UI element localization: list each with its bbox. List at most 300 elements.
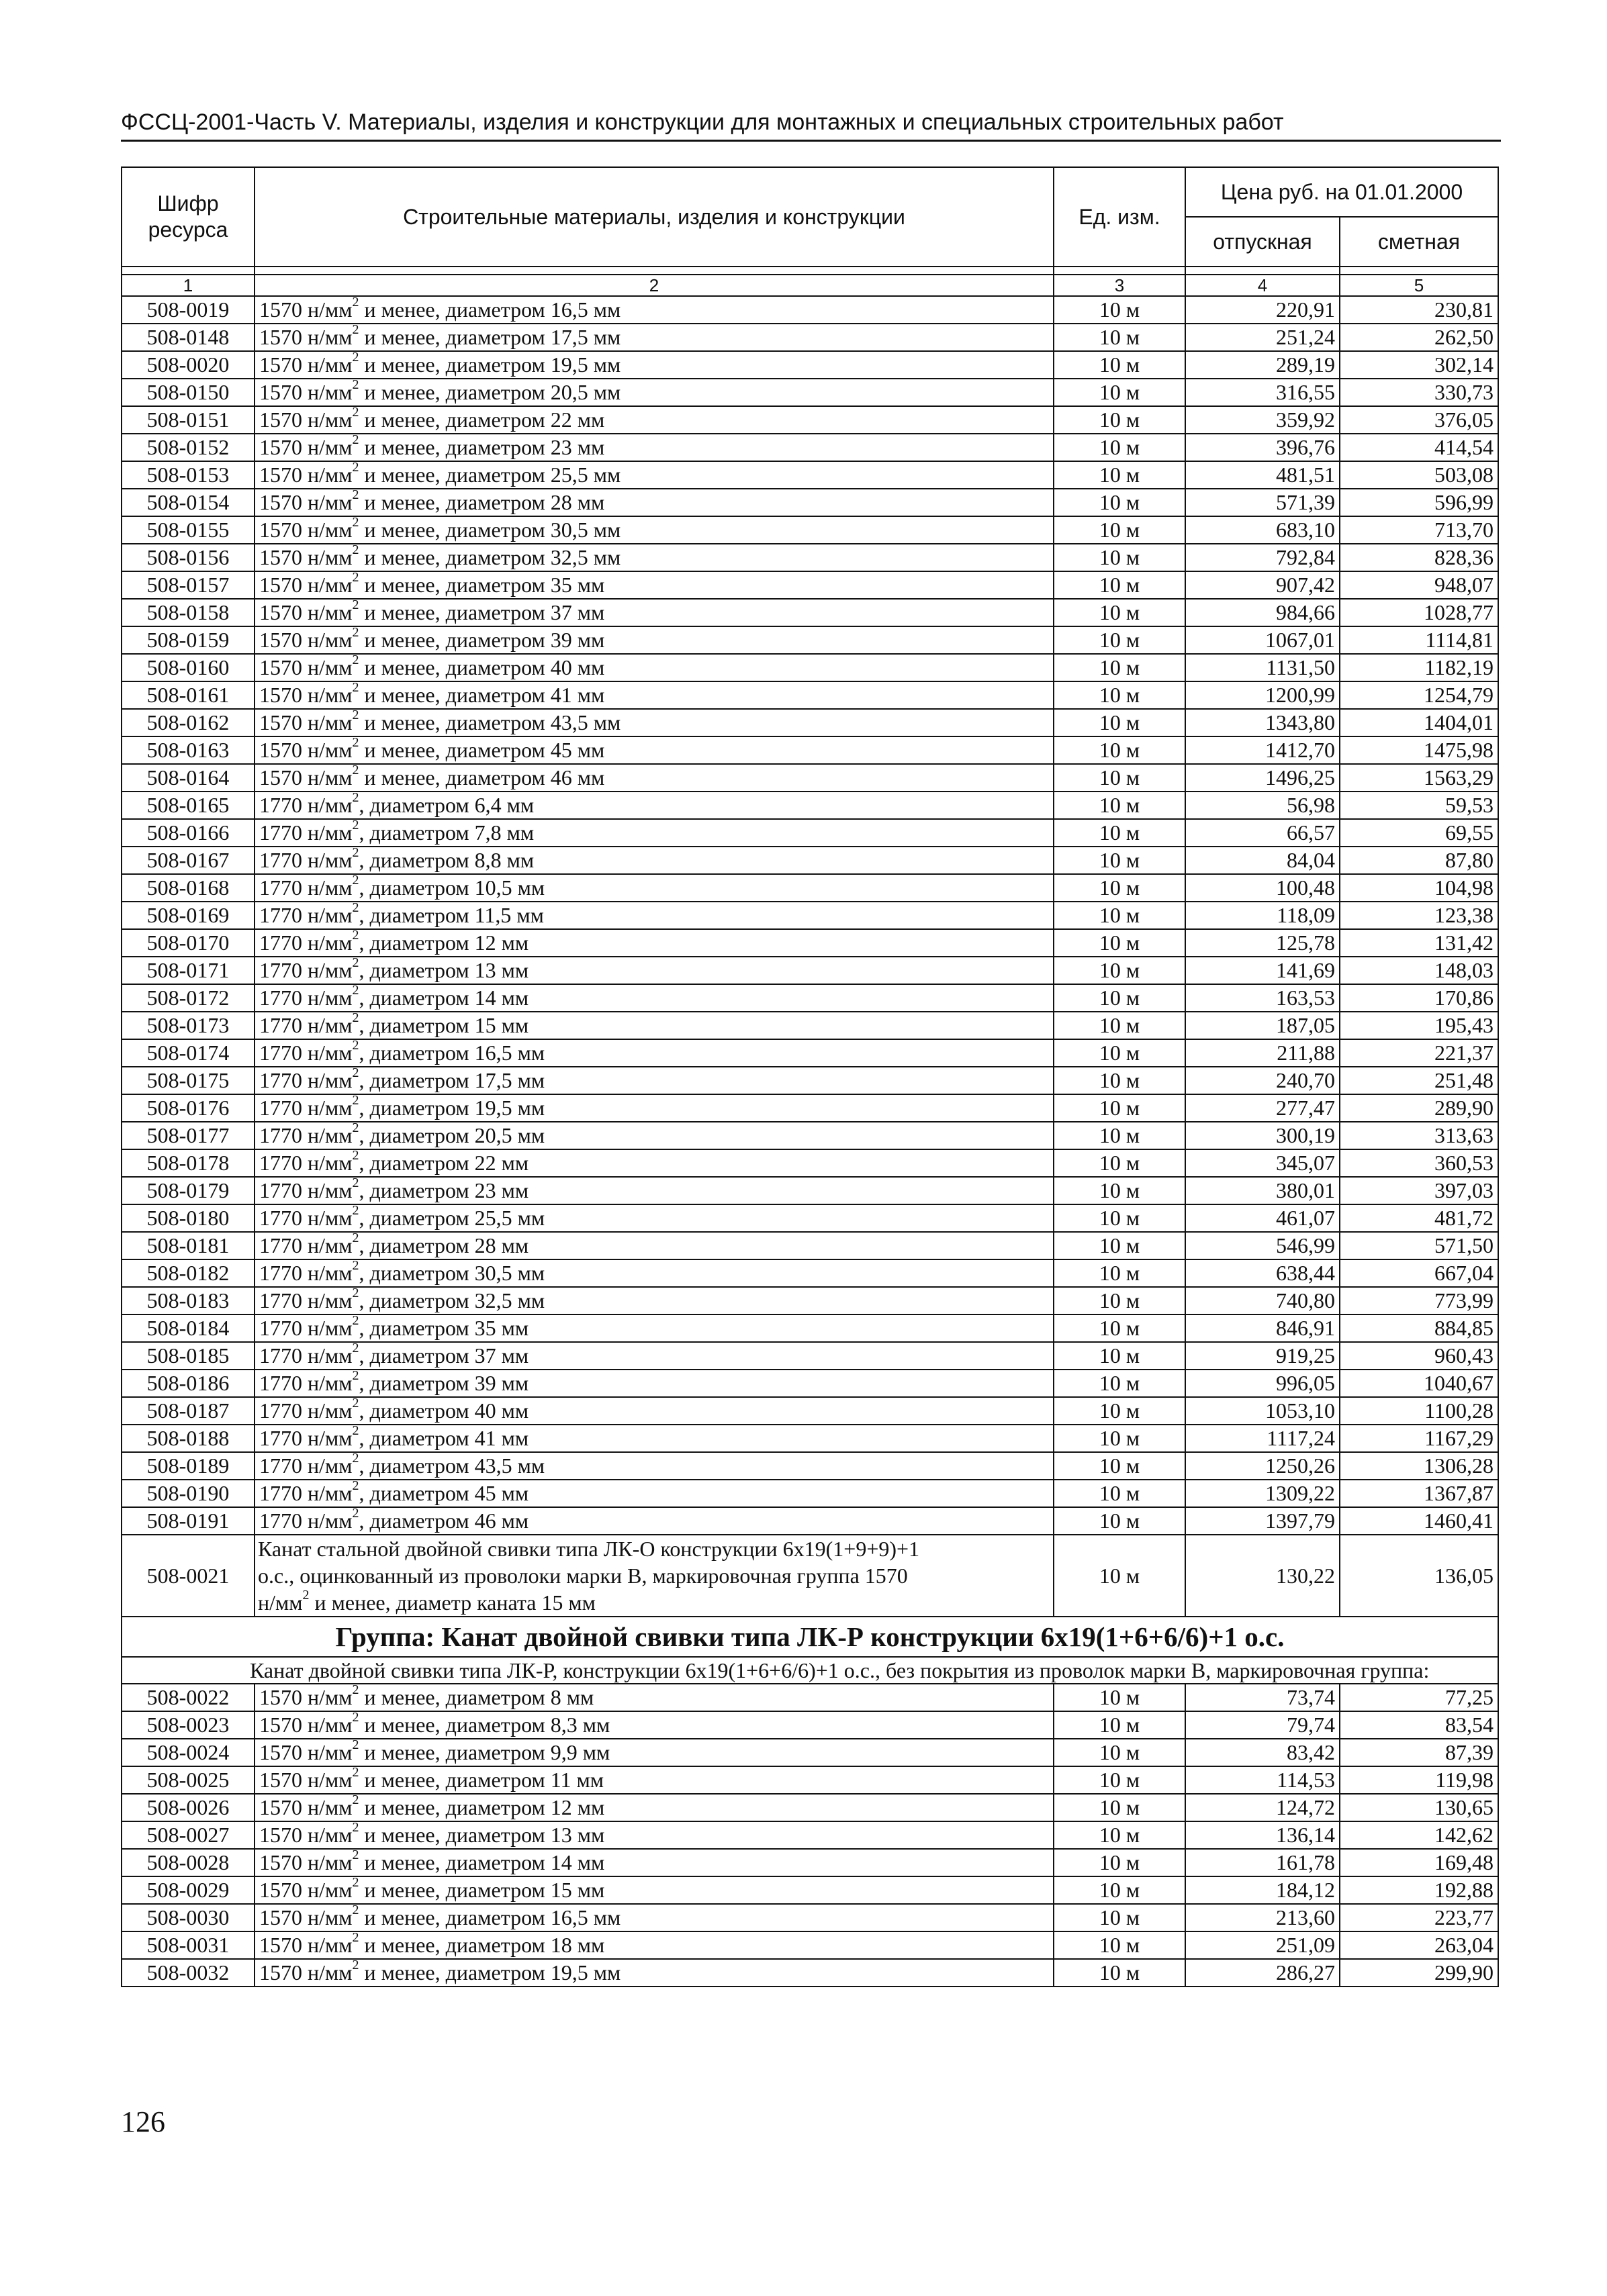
material-description (255, 902, 1054, 929)
column-number: 3 (1054, 275, 1185, 296)
description-text: , диаметром 7,8 мм (359, 820, 535, 845)
material-description (255, 1480, 1054, 1507)
description-text: и менее, диаметром 19,5 мм (359, 1960, 621, 1984)
resource-code: 508-0190 (122, 1480, 255, 1507)
release-price: 907,42 (1185, 571, 1340, 599)
material-description (255, 1959, 1054, 1987)
resource-code: 508-0163 (122, 736, 255, 764)
description-text: , диаметром 39 мм (359, 1371, 529, 1395)
table-row (122, 1931, 1498, 1959)
release-price: 286,27 (1185, 1959, 1340, 1987)
table-row (122, 1287, 1498, 1314)
description-text: 1770 н/мм (259, 1509, 353, 1533)
estimate-price: 1114,81 (1340, 626, 1498, 654)
release-price: 161,78 (1185, 1849, 1340, 1876)
description-text: 1770 н/мм (259, 1041, 353, 1065)
description-text: , диаметром 12 мм (359, 930, 529, 955)
superscript: 2 (352, 1342, 359, 1356)
estimate-price: 376,05 (1340, 406, 1498, 434)
description-text: , диаметром 13 мм (359, 958, 529, 982)
release-price: 638,44 (1185, 1259, 1340, 1287)
superscript: 2 (352, 874, 359, 888)
description-text: 1570 н/мм (259, 573, 353, 597)
material-description (255, 1149, 1054, 1177)
description-text: 1770 н/мм (259, 1068, 353, 1092)
estimate-price: 169,48 (1340, 1849, 1498, 1876)
description-text: 1770 н/мм (259, 1178, 353, 1202)
estimate-price: 1100,28 (1340, 1397, 1498, 1425)
resource-code: 508-0174 (122, 1039, 255, 1067)
table-row (122, 874, 1498, 902)
unit-of-measure: 10 м (1054, 1535, 1185, 1617)
resource-code: 508-0169 (122, 902, 255, 929)
unit-of-measure: 10 м (1054, 1012, 1185, 1039)
table-row (122, 681, 1498, 709)
col-header-code: Шифр ресурса (122, 167, 255, 267)
description-text: , диаметром 40 мм (359, 1398, 529, 1423)
description-text: 1770 н/мм (259, 820, 353, 845)
material-description (255, 1711, 1054, 1739)
superscript: 2 (352, 1039, 359, 1053)
unit-of-measure: 10 м (1054, 792, 1185, 819)
material-description (255, 1067, 1054, 1094)
description-text: и менее, диаметром 25,5 мм (359, 463, 621, 487)
resource-code: 508-0188 (122, 1425, 255, 1452)
column-number: 5 (1340, 275, 1498, 296)
superscript: 2 (352, 819, 359, 833)
release-price: 136,14 (1185, 1821, 1340, 1849)
superscript: 2 (352, 544, 359, 558)
release-price: 118,09 (1185, 902, 1340, 929)
unit-of-measure: 10 м (1054, 1204, 1185, 1232)
unit-of-measure: 10 м (1054, 1849, 1185, 1876)
resource-code: 508-0166 (122, 819, 255, 847)
description-text: , диаметром 22 мм (359, 1151, 529, 1175)
table-row (122, 984, 1498, 1012)
estimate-price: 397,03 (1340, 1177, 1498, 1204)
material-description (255, 1287, 1054, 1314)
description-text: 1770 н/мм (259, 1151, 353, 1175)
resource-code: 508-0165 (122, 792, 255, 819)
table-row (122, 1067, 1498, 1094)
superscript: 2 (352, 1766, 359, 1780)
resource-code: 508-0019 (122, 296, 255, 324)
estimate-price: 1367,87 (1340, 1480, 1498, 1507)
resource-code: 508-0026 (122, 1794, 255, 1821)
release-price: 1250,26 (1185, 1452, 1340, 1480)
description-text: 1570 н/мм (259, 1933, 353, 1957)
release-price: 919,25 (1185, 1342, 1340, 1370)
table-row (122, 1684, 1498, 1711)
release-price: 130,22 (1185, 1535, 1340, 1617)
description-text: и менее, диаметром 37 мм (359, 600, 605, 624)
estimate-price: 960,43 (1340, 1342, 1498, 1370)
estimate-price: 667,04 (1340, 1259, 1498, 1287)
material-description (255, 324, 1054, 351)
description-text: 1770 н/мм (259, 1123, 353, 1147)
superscript: 2 (352, 461, 359, 475)
description-text: 1570 н/мм (259, 1850, 353, 1874)
resource-code: 508-0186 (122, 1370, 255, 1397)
superscript: 2 (352, 1684, 359, 1698)
material-description (255, 1232, 1054, 1259)
release-price: 277,47 (1185, 1094, 1340, 1122)
material-description (255, 1535, 1054, 1617)
material-description (255, 1122, 1054, 1149)
estimate-price: 1167,29 (1340, 1425, 1498, 1452)
description-text: и менее, диаметром 40 мм (359, 655, 605, 679)
estimate-price: 313,63 (1340, 1122, 1498, 1149)
release-price: 251,24 (1185, 324, 1340, 351)
material-description (255, 379, 1054, 406)
resource-code: 508-0164 (122, 764, 255, 792)
material-description (255, 929, 1054, 957)
material-description (255, 957, 1054, 984)
price-table (121, 166, 1499, 1987)
description-text: , диаметром 16,5 мм (359, 1041, 545, 1065)
superscript: 2 (352, 516, 359, 530)
resource-code: 508-0020 (122, 351, 255, 379)
estimate-price: 59,53 (1340, 792, 1498, 819)
estimate-price: 148,03 (1340, 957, 1498, 984)
description-text: и менее, диаметром 18 мм (359, 1933, 605, 1957)
description-text: и менее, диаметром 17,5 мм (359, 325, 621, 349)
col-header-estimate-price: сметная (1340, 217, 1498, 267)
material-description (255, 709, 1054, 736)
release-price: 740,80 (1185, 1287, 1340, 1314)
estimate-price: 104,98 (1340, 874, 1498, 902)
material-description (255, 1904, 1054, 1931)
table-row (122, 929, 1498, 957)
superscript: 2 (352, 1149, 359, 1163)
description-text: и менее, диаметром 23 мм (359, 435, 605, 459)
estimate-price: 299,90 (1340, 1959, 1498, 1987)
unit-of-measure: 10 м (1054, 764, 1185, 792)
release-price: 211,88 (1185, 1039, 1340, 1067)
material-description (255, 1204, 1054, 1232)
description-text: 1770 н/мм (259, 1398, 353, 1423)
table-row (122, 1342, 1498, 1370)
superscript: 2 (352, 847, 359, 861)
superscript: 2 (352, 764, 359, 778)
unit-of-measure: 10 м (1054, 957, 1185, 984)
table-row (122, 626, 1498, 654)
material-description (255, 1849, 1054, 1876)
superscript: 2 (352, 984, 359, 998)
description-text: 1770 н/мм (259, 1426, 353, 1450)
estimate-price: 136,05 (1340, 1535, 1498, 1617)
release-price: 1343,80 (1185, 709, 1340, 736)
material-description (255, 571, 1054, 599)
material-description (255, 1342, 1054, 1370)
material-description (255, 1452, 1054, 1480)
release-price: 1067,01 (1185, 626, 1340, 654)
resource-code: 508-0184 (122, 1314, 255, 1342)
description-text: 1770 н/мм (259, 1261, 353, 1285)
description-text: 1570 н/мм (259, 352, 353, 377)
description-text: 1570 н/мм (259, 655, 353, 679)
table-row (122, 819, 1498, 847)
description-text: , диаметром 41 мм (359, 1426, 529, 1450)
material-description (255, 1876, 1054, 1904)
release-price: 1053,10 (1185, 1397, 1340, 1425)
superscript: 2 (352, 1314, 359, 1329)
estimate-price: 360,53 (1340, 1149, 1498, 1177)
table-row (122, 902, 1498, 929)
superscript: 2 (352, 1177, 359, 1191)
release-price: 141,69 (1185, 957, 1340, 984)
superscript: 2 (352, 1876, 359, 1891)
description-text: , диаметром 10,5 мм (359, 875, 545, 900)
resource-code: 508-0159 (122, 626, 255, 654)
column-number: 2 (255, 275, 1054, 296)
estimate-price: 596,99 (1340, 489, 1498, 516)
resource-code: 508-0191 (122, 1507, 255, 1535)
description-text: 1570 н/мм (259, 297, 353, 322)
release-price: 289,19 (1185, 351, 1340, 379)
table-row (122, 654, 1498, 681)
estimate-price: 87,80 (1340, 847, 1498, 874)
estimate-price: 571,50 (1340, 1232, 1498, 1259)
unit-of-measure: 10 м (1054, 709, 1185, 736)
header-spacer (122, 267, 1498, 275)
material-description (255, 1039, 1054, 1067)
superscript: 2 (302, 1588, 310, 1603)
description-text: и менее, диаметром 11 мм (359, 1768, 604, 1792)
resource-code: 508-0032 (122, 1959, 255, 1987)
superscript: 2 (352, 1739, 359, 1753)
description-text: 1770 н/мм (259, 1371, 353, 1395)
release-price: 125,78 (1185, 929, 1340, 957)
superscript: 2 (352, 1012, 359, 1026)
estimate-price: 87,39 (1340, 1739, 1498, 1766)
table-row (122, 1094, 1498, 1122)
resource-code: 508-0183 (122, 1287, 255, 1314)
table-row (122, 957, 1498, 984)
resource-code: 508-0161 (122, 681, 255, 709)
description-text: , диаметром 8,8 мм (359, 848, 535, 872)
description-text: и менее, диаметром 15 мм (359, 1878, 605, 1902)
description-text: , диаметром 19,5 мм (359, 1096, 545, 1120)
unit-of-measure: 10 м (1054, 1177, 1185, 1204)
resource-code: 508-0154 (122, 489, 255, 516)
table-row (122, 764, 1498, 792)
release-price: 184,12 (1185, 1876, 1340, 1904)
superscript: 2 (352, 599, 359, 613)
description-text: , диаметром 46 мм (359, 1509, 529, 1533)
description-text: 1770 н/мм (259, 1481, 353, 1505)
group-title: Группа: Канат двойной свивки типа ЛК-Р конструкции 6х19(1+6+6/6)+1 о.с. (122, 1617, 1498, 1657)
material-description (255, 626, 1054, 654)
unit-of-measure: 10 м (1054, 929, 1185, 957)
description-text: 1570 н/мм (259, 683, 353, 707)
description-text: 1570 н/мм (259, 1823, 353, 1847)
unit-of-measure: 10 м (1054, 516, 1185, 544)
unit-of-measure: 10 м (1054, 1425, 1185, 1452)
resource-code: 508-0022 (122, 1684, 255, 1711)
release-price: 300,19 (1185, 1122, 1340, 1149)
page-number: 126 (121, 2105, 165, 2138)
description-text: 1770 н/мм (259, 986, 353, 1010)
estimate-price: 884,85 (1340, 1314, 1498, 1342)
table-row (122, 1821, 1498, 1849)
description-text: н/мм (258, 1590, 303, 1615)
superscript: 2 (352, 1452, 359, 1466)
material-description (255, 599, 1054, 626)
unit-of-measure: 10 м (1054, 1149, 1185, 1177)
unit-of-measure: 10 м (1054, 736, 1185, 764)
material-description (255, 1821, 1054, 1849)
table-row (122, 379, 1498, 406)
material-description (255, 764, 1054, 792)
superscript: 2 (352, 1259, 359, 1274)
unit-of-measure: 10 м (1054, 1507, 1185, 1535)
description-text: , диаметром 35 мм (359, 1316, 529, 1340)
description-text: и менее, диаметром 20,5 мм (359, 380, 621, 404)
unit-of-measure: 10 м (1054, 1342, 1185, 1370)
page-header: ФССЦ-2001-Часть V. Материалы, изделия и конструкции для монтажных и специальных строительных работ (121, 107, 1501, 142)
superscript: 2 (352, 1425, 359, 1439)
table-row (122, 296, 1498, 324)
description-text: 1770 н/мм (259, 1206, 353, 1230)
superscript: 2 (352, 1122, 359, 1136)
description-text: 1570 н/мм (259, 380, 353, 404)
description-text: , диаметром 28 мм (359, 1233, 529, 1257)
table-row (122, 1904, 1498, 1931)
description-text: 1570 н/мм (259, 1685, 353, 1709)
description-text: и менее, диаметром 13 мм (359, 1823, 605, 1847)
release-price: 163,53 (1185, 984, 1340, 1012)
description-text: , диаметром 25,5 мм (359, 1206, 545, 1230)
resource-code: 508-0028 (122, 1849, 255, 1876)
estimate-price: 192,88 (1340, 1876, 1498, 1904)
description-text: , диаметром 17,5 мм (359, 1068, 545, 1092)
estimate-price: 131,42 (1340, 929, 1498, 957)
material-description (255, 792, 1054, 819)
unit-of-measure: 10 м (1054, 654, 1185, 681)
resource-code: 508-0176 (122, 1094, 255, 1122)
estimate-price: 170,86 (1340, 984, 1498, 1012)
material-description (255, 736, 1054, 764)
superscript: 2 (352, 1507, 359, 1521)
description-text: и менее, диаметром 46 мм (359, 765, 605, 790)
superscript: 2 (352, 1370, 359, 1384)
unit-of-measure: 10 м (1054, 1397, 1185, 1425)
superscript: 2 (352, 296, 359, 310)
material-description (255, 1370, 1054, 1397)
estimate-price: 77,25 (1340, 1684, 1498, 1711)
release-price: 1309,22 (1185, 1480, 1340, 1507)
superscript: 2 (352, 626, 359, 640)
description-text: и менее, диаметр каната 15 мм (309, 1590, 596, 1615)
resource-code: 508-0177 (122, 1122, 255, 1149)
release-price: 359,92 (1185, 406, 1340, 434)
release-price: 846,91 (1185, 1314, 1340, 1342)
table-row (122, 1452, 1498, 1480)
unit-of-measure: 10 м (1054, 351, 1185, 379)
material-description (255, 847, 1054, 874)
unit-of-measure: 10 м (1054, 1232, 1185, 1259)
estimate-price: 414,54 (1340, 434, 1498, 461)
group-heading-row (122, 1617, 1498, 1657)
table-row (122, 847, 1498, 874)
release-price: 1397,79 (1185, 1507, 1340, 1535)
table-row (122, 1259, 1498, 1287)
description-text: 1570 н/мм (259, 628, 353, 652)
release-price: 1117,24 (1185, 1425, 1340, 1452)
resource-code: 508-0155 (122, 516, 255, 544)
material-description (255, 1425, 1054, 1452)
estimate-price: 302,14 (1340, 351, 1498, 379)
superscript: 2 (352, 434, 359, 448)
table-row (122, 544, 1498, 571)
estimate-price: 1182,19 (1340, 654, 1498, 681)
release-price: 251,09 (1185, 1931, 1340, 1959)
description-text: и менее, диаметром 32,5 мм (359, 545, 621, 569)
description-line: о.с., оцинкованный из проволоки марки В, маркировочная группа 1570 (258, 1564, 908, 1588)
superscript: 2 (352, 792, 359, 806)
description-text: 1770 н/мм (259, 1096, 353, 1120)
superscript: 2 (352, 709, 359, 723)
release-price: 345,07 (1185, 1149, 1340, 1177)
unit-of-measure: 10 м (1054, 461, 1185, 489)
unit-of-measure: 10 м (1054, 1067, 1185, 1094)
superscript: 2 (352, 379, 359, 393)
resource-code: 508-0030 (122, 1904, 255, 1931)
resource-code: 508-0027 (122, 1821, 255, 1849)
resource-code: 508-0160 (122, 654, 255, 681)
release-price: 187,05 (1185, 1012, 1340, 1039)
release-price: 100,48 (1185, 874, 1340, 902)
material-description (255, 1794, 1054, 1821)
estimate-price: 130,65 (1340, 1794, 1498, 1821)
table-row (122, 1739, 1498, 1766)
resource-code: 508-0180 (122, 1204, 255, 1232)
description-text: 1570 н/мм (259, 765, 353, 790)
estimate-price: 195,43 (1340, 1012, 1498, 1039)
table-row (122, 1480, 1498, 1507)
superscript: 2 (352, 929, 359, 943)
resource-code: 508-0185 (122, 1342, 255, 1370)
release-price: 984,66 (1185, 599, 1340, 626)
unit-of-measure: 10 м (1054, 1931, 1185, 1959)
unit-of-measure: 10 м (1054, 489, 1185, 516)
table-row (122, 736, 1498, 764)
col-header-price: Цена руб. на 01.01.2000 (1185, 167, 1498, 217)
unit-of-measure: 10 м (1054, 1821, 1185, 1849)
superscript: 2 (352, 1904, 359, 1918)
release-price: 546,99 (1185, 1232, 1340, 1259)
resource-code: 508-0168 (122, 874, 255, 902)
description-text: и менее, диаметром 19,5 мм (359, 352, 621, 377)
description-text: 1570 н/мм (259, 545, 353, 569)
resource-code: 508-0025 (122, 1766, 255, 1794)
description-text: , диаметром 30,5 мм (359, 1261, 545, 1285)
table-row (122, 516, 1498, 544)
table-row (122, 1507, 1498, 1535)
estimate-price: 1028,77 (1340, 599, 1498, 626)
column-numbers-row (122, 275, 1498, 296)
description-text: и менее, диаметром 43,5 мм (359, 710, 621, 734)
description-text: 1570 н/мм (259, 738, 353, 762)
description-text: , диаметром 11,5 мм (359, 903, 544, 927)
description-text: 1770 н/мм (259, 903, 353, 927)
unit-of-measure: 10 м (1054, 626, 1185, 654)
superscript: 2 (352, 1711, 359, 1725)
material-description (255, 819, 1054, 847)
resource-code: 508-0175 (122, 1067, 255, 1094)
estimate-price: 289,90 (1340, 1094, 1498, 1122)
